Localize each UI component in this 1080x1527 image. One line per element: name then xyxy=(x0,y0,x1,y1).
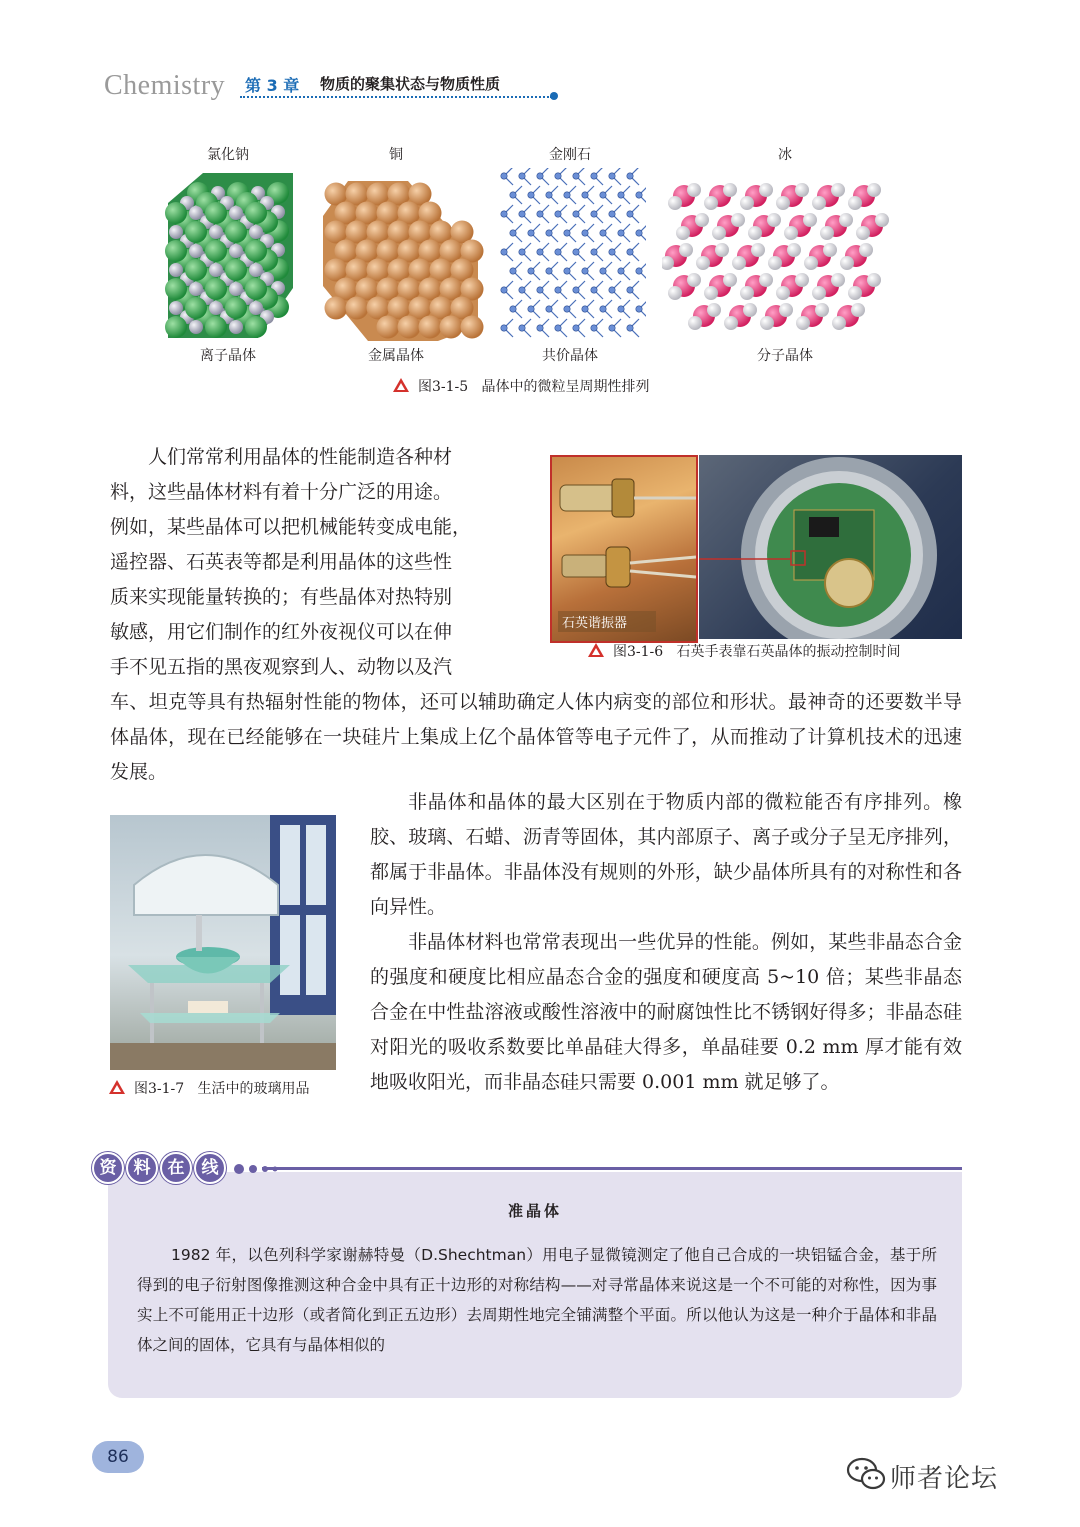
info-chip-2: 料 xyxy=(126,1152,158,1184)
ice-lattice-image xyxy=(662,178,902,338)
quartz-watch-photo xyxy=(699,455,962,639)
page-number: 86 xyxy=(92,1441,144,1473)
chapter-number: 第 3 章 xyxy=(245,76,300,95)
para2-text: 非晶体和晶体的最大区别在于物质内部的微粒能否有序排列。橡胶、玻璃、石蜡、沥青等固体，其内部原子、离子或分子呈无序排列，都属于非晶体。非晶体没有规则的外形，缺少晶体所具有的对称性和各向异性。 xyxy=(370,791,962,918)
paragraph-amorphous-properties xyxy=(370,925,962,1100)
para1-line-3: 例如，某些晶体可以把机械能转变成电能， xyxy=(110,516,472,538)
para1-line-5: 质来实现能量转换的；有些晶体对热特别 xyxy=(110,586,453,608)
info-chip-4: 线 xyxy=(194,1152,226,1184)
paragraph-amorphous-definition xyxy=(370,785,962,925)
glass-washbasin-photo xyxy=(110,815,336,1070)
chapter-title: 物质的聚集状态与物质性质 xyxy=(320,75,501,93)
figure-317-text: 生活中的玻璃用品 xyxy=(197,1081,310,1097)
para1-line-7: 手不见五指的黑夜观察到人、动物以及汽 xyxy=(110,656,453,678)
header-brand: Chemistry xyxy=(104,70,226,101)
info-dots-icon xyxy=(233,1162,283,1176)
nacl-lattice-image xyxy=(158,168,298,343)
para1-line-6: 敏感，用它们制作的红外夜视仪可以在伸 xyxy=(110,621,453,643)
header-dot xyxy=(550,92,558,100)
paragraph-crystal-uses xyxy=(110,440,522,685)
info-chip-1: 资 xyxy=(92,1152,124,1184)
paragraph-crystal-uses-continued: 车、坦克等具有热辐射性能的物体，还可以辅助确定人体内病变的部位和形状。最神奇的还要数半导体晶体，现在已经能够在一块硅片上集成上亿个晶体管等电子元件了，从而推动了计算机技术的迅速发展。 xyxy=(110,691,962,783)
info-online-rule xyxy=(262,1167,962,1170)
info-text xyxy=(137,1240,937,1360)
info-paragraph: 1982 年，以色列科学家谢赫特曼（D.Shechtman）用电子显微镜测定了他自己合成的一块铝锰合金，基于所得到的电子衍射图像推测这种合金中具有正十边形的对称结构——对寻常晶体来说这是一个不可能的对称性，因为事实上不可能用正十边形（或者简化到正五边形）去周期性地完全铺满整个平面。所以他认为这是一种介于晶体和非晶体之间的固体，它具有与晶体相似的 xyxy=(137,1246,938,1354)
para1-line-1: 人们常常利用晶体的性能制造各种材 xyxy=(148,446,453,468)
figure-317-number: 图3-1-7 xyxy=(134,1081,185,1097)
para1-line-4: 遥控器、石英表等都是利用晶体的这些性 xyxy=(110,551,453,573)
wechat-icon xyxy=(846,1456,886,1492)
info-online-badge xyxy=(92,1152,283,1184)
quartz-watch-illustration xyxy=(699,455,962,639)
info-chip-3: 在 xyxy=(160,1152,192,1184)
para1-line-2: 料，这些晶体材料有着十分广泛的用途。 xyxy=(110,481,453,503)
figure-315-number: 图3-1-5 xyxy=(418,379,469,395)
glass-washbasin-illustration xyxy=(110,815,336,1070)
caption-triangle-icon xyxy=(587,642,605,658)
caption-triangle-icon xyxy=(108,1079,126,1095)
figure-316-number: 图3-1-6 xyxy=(613,644,664,660)
quartz-resonator-photo xyxy=(550,455,698,643)
figure-316-caption xyxy=(587,641,901,661)
info-title: 准晶体 xyxy=(507,1202,562,1220)
label-nacl: 氯化钠 xyxy=(207,147,249,163)
label-ice: 冰 xyxy=(778,147,792,163)
label-covalent-crystal: 共价晶体 xyxy=(542,348,598,364)
caption-triangle-icon xyxy=(392,377,410,393)
figure-316-text: 石英手表靠石英晶体的振动控制时间 xyxy=(676,644,901,660)
quartz-resonator-label: 石英谐振器 xyxy=(558,611,656,632)
figure-315-text: 晶体中的微粒呈周期性排列 xyxy=(481,379,650,395)
copper-lattice-image xyxy=(318,176,486,346)
para3-text: 非晶体材料也常常表现出一些优异的性能。例如，某些非晶态合金的强度和硬度比相应晶态合金的强度和硬度高 5~10 倍；某些非晶态合金在中性盐溶液或酸性溶液中的耐腐蚀性比不锈钢好得多；非晶态硅对阳光的吸收系数要比单晶硅大得多，单晶硅要 0.2 mm 厚才能有效地吸收阳光，而非晶态硅只需要 0.001 mm 就足够了。 xyxy=(370,931,962,1093)
label-molecular-crystal: 分子晶体 xyxy=(757,348,813,364)
label-diamond: 金刚石 xyxy=(549,147,591,163)
label-copper: 铜 xyxy=(389,147,403,163)
figure-317-caption xyxy=(108,1078,310,1098)
label-ionic-crystal: 离子晶体 xyxy=(200,348,256,364)
label-metallic-crystal: 金属晶体 xyxy=(368,348,424,364)
figure-315-caption xyxy=(392,376,650,396)
watermark-text: 师者论坛 xyxy=(890,1464,999,1494)
header-rule xyxy=(240,96,552,98)
diamond-lattice-image xyxy=(494,168,646,338)
